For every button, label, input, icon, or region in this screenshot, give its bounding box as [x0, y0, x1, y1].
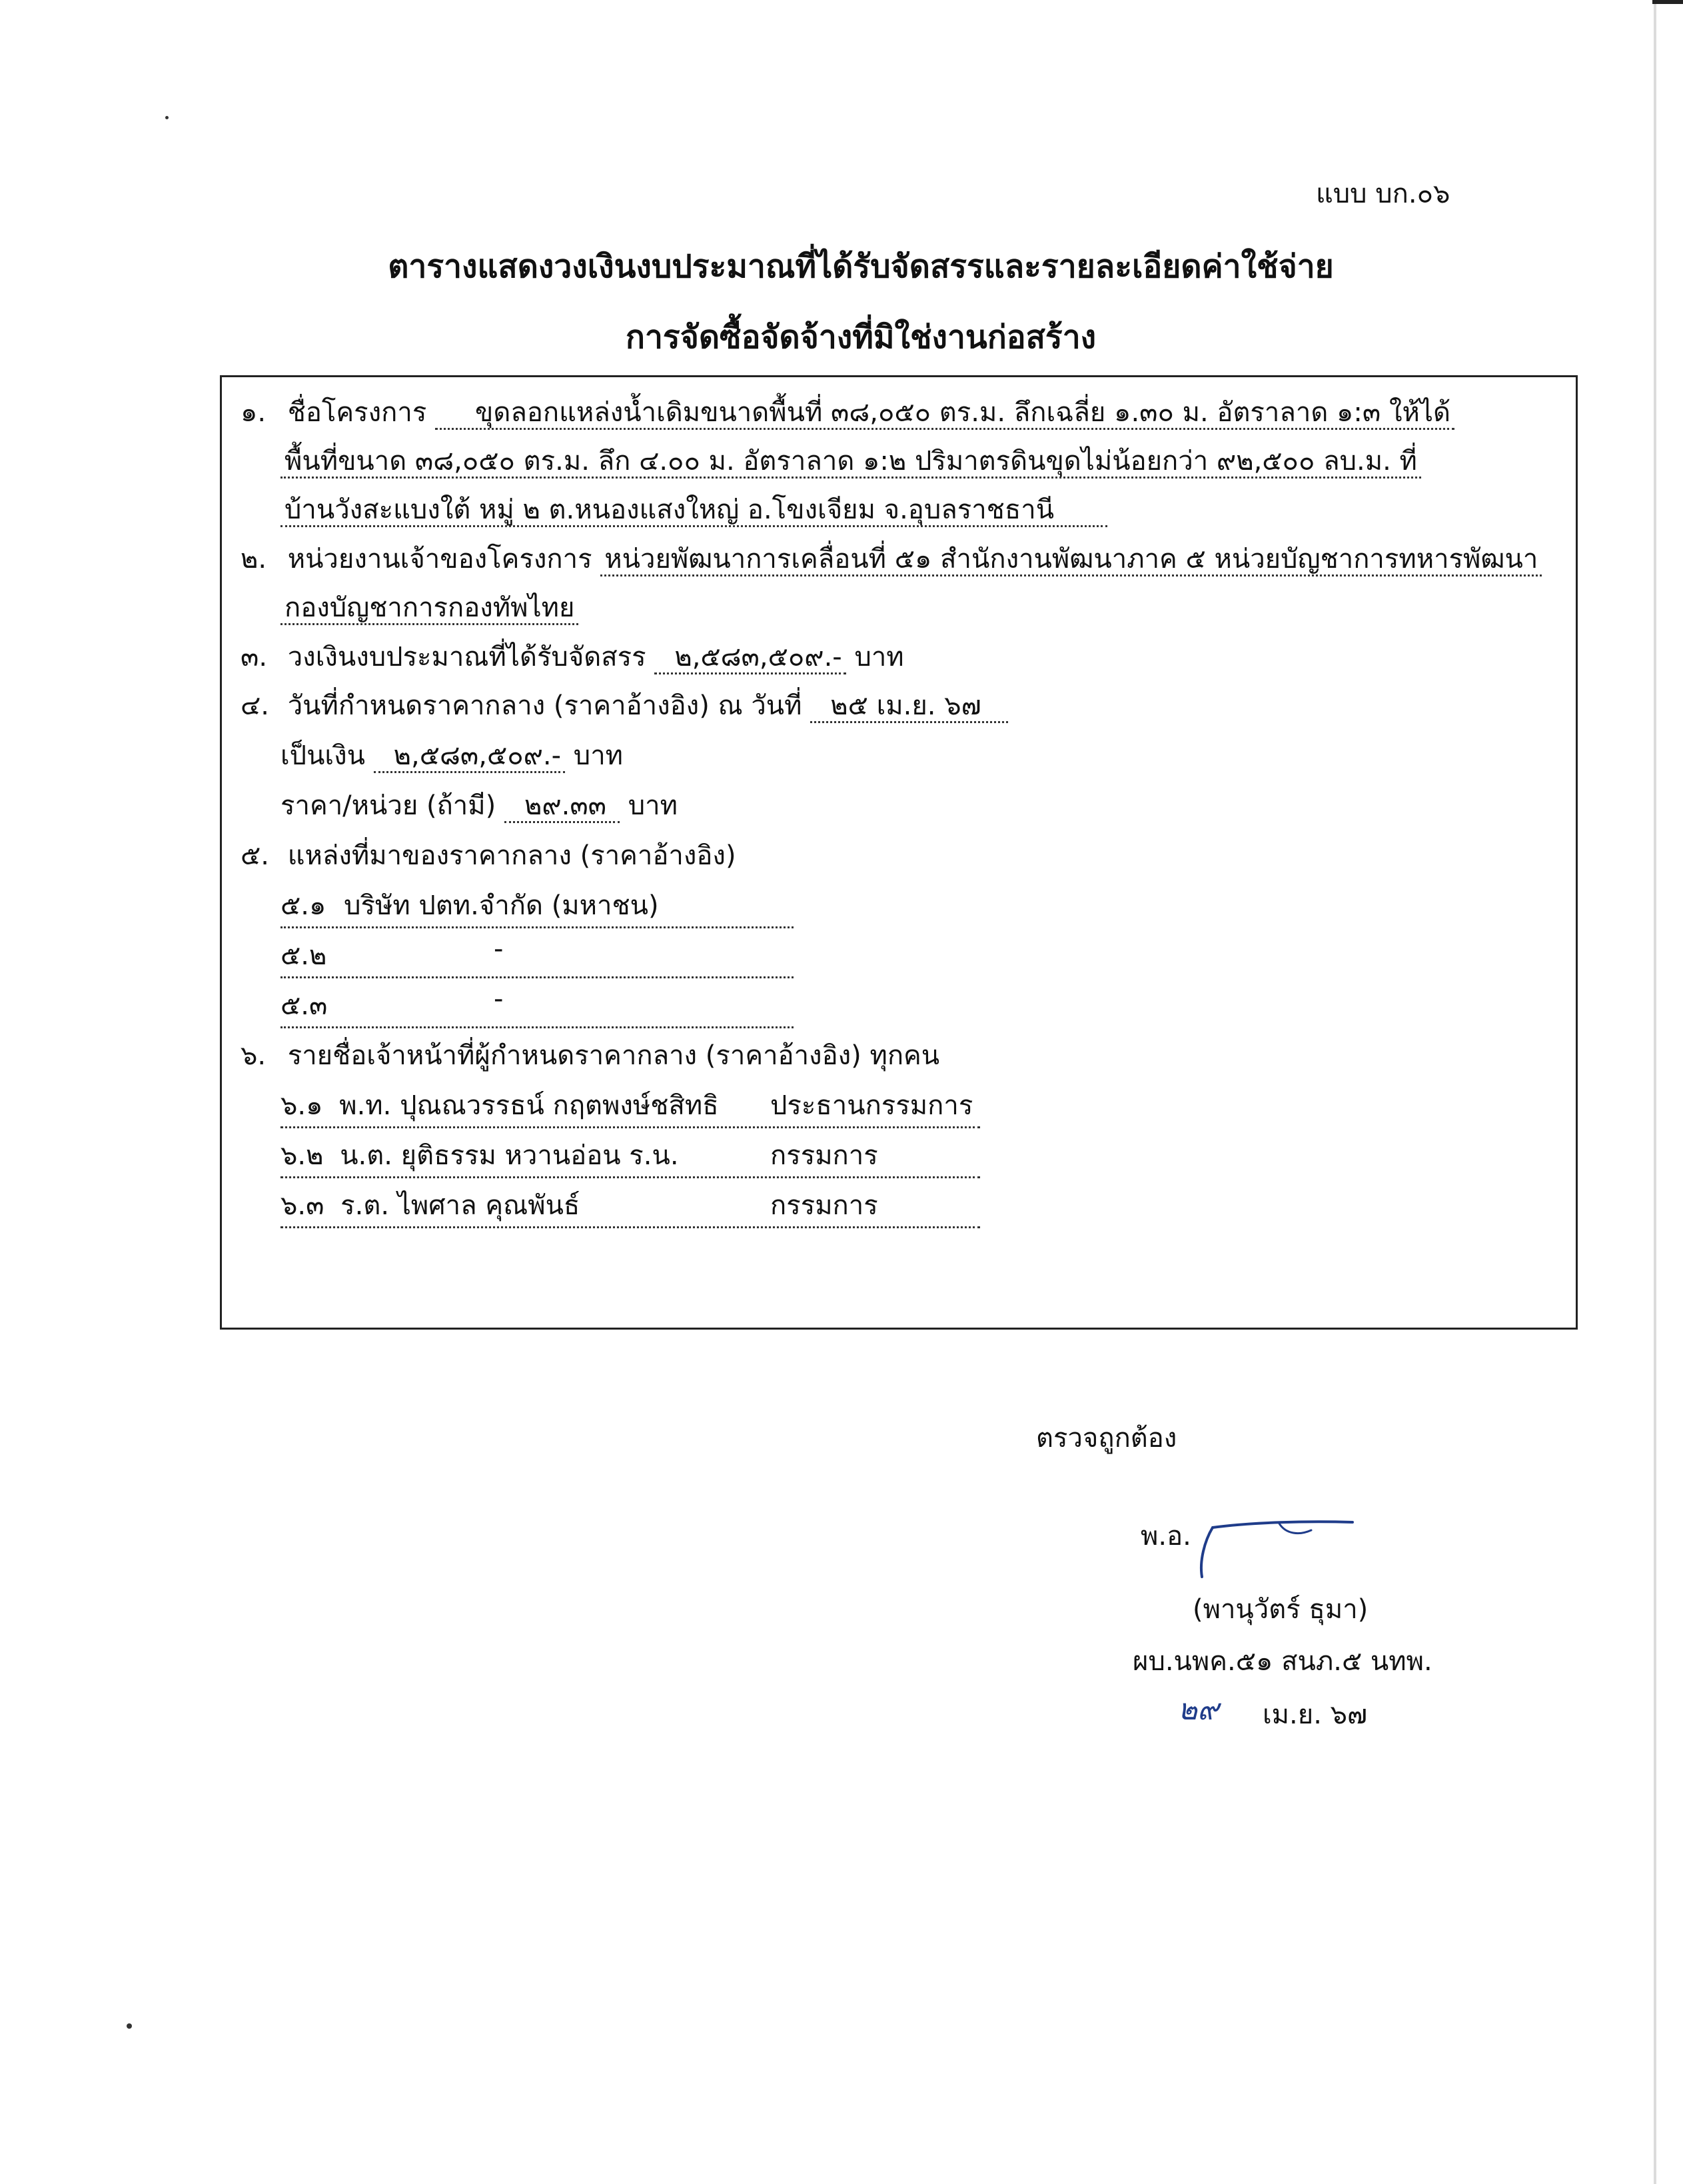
- member-number: ๖.๒: [280, 1140, 324, 1171]
- source-row: [280, 884, 794, 928]
- item3-line: [241, 635, 904, 678]
- item4-number: ๔.: [241, 690, 269, 721]
- member-number: ๖.๑: [280, 1090, 323, 1121]
- item3-unit: บาท: [854, 642, 904, 672]
- item4-unit-price: ๒๙.๓๓: [504, 790, 620, 823]
- member-name: พ.ท. ปุณณวรรธน์ กฤตพงษ์ชสิทธิ: [339, 1090, 719, 1121]
- item1-line1: [241, 391, 1454, 433]
- source-number: ๕.๑: [280, 890, 326, 921]
- item1-value-line2: พื้นที่ขนาด ๓๘,๐๕๐ ตร.ม. ลึก ๔.๐๐ ม. อัตราลาด ๑:๒ ปริมาตรดินขุดไม่น้อยกว่า ๙๒,๕๐๐ ลบ.ม. ที่: [280, 446, 1421, 479]
- item2-line1: [241, 537, 1542, 580]
- document-subtitle: การจัดซื้อจัดจ้างที่มิใช่งานก่อสร้าง: [625, 319, 1097, 356]
- item4-unit-price-label: ราคา/หน่วย (ถ้ามี): [280, 790, 496, 821]
- item1-line3: [280, 488, 1107, 531]
- source-row: [280, 984, 794, 1028]
- item6-label: รายชื่อเจ้าหน้าที่ผู้กำหนดราคากลาง (ราคาอ้างอิง) ทุกคน: [287, 1040, 940, 1071]
- item3-number: ๓.: [241, 642, 268, 672]
- item1-value-line1: ขุดลอกแหล่งน้ำเดิมขนาดพื้นที่ ๓๘,๐๕๐ ตร.ม. ลึกเฉลี่ย ๑.๓๐ ม. อัตราลาด ๑:๓ ให้ได้: [435, 397, 1454, 430]
- item1-line2: [280, 439, 1421, 482]
- scan-speck: [165, 116, 169, 119]
- item4-line3: [280, 784, 678, 826]
- member-row: [280, 1084, 980, 1128]
- item1-value-line3: บ้านวังสะแบงใต้ หมู่ ๒ ต.หนองแสงใหญ่ อ.โขงเจียม จ.อุบลราชธานี: [280, 495, 1107, 527]
- form-code: แบบ บก.๐๖: [1316, 179, 1450, 209]
- item1-label: ชื่อโครงการ: [287, 397, 427, 428]
- member-name: ร.ต. ไพศาล คุณพันธ์: [340, 1190, 580, 1221]
- item2-value-line2: กองบัญชาการกองทัพไทย: [280, 592, 578, 625]
- member-role: กรรมการ: [770, 1190, 878, 1221]
- source-number: ๕.๒: [280, 940, 327, 971]
- item2-line2: [280, 586, 578, 628]
- source-row: [280, 934, 794, 978]
- item3-label: วงเงินงบประมาณที่ได้รับจัดสรร: [287, 642, 646, 672]
- item6-line: [241, 1034, 939, 1076]
- source-number: ๕.๓: [280, 990, 328, 1021]
- member-number: ๖.๓: [280, 1190, 324, 1221]
- signer-name: (พานุวัตร์ ธุมา): [1193, 1594, 1369, 1625]
- item2-value-line1: หน่วยพัฒนาการเคลื่อนที่ ๕๑ สำนักงานพัฒนาภาค ๕ หน่วยบัญชาการทหารพัฒนา: [600, 544, 1542, 576]
- item4-line2: [280, 734, 623, 776]
- signer-rank: พ.อ.: [1141, 1521, 1191, 1552]
- document-title: ตารางแสดงวงเงินงบประมาณที่ได้รับจัดสรรและรายละเอียดค่าใช้จ่าย: [388, 248, 1334, 285]
- member-role: ประธานกรรมการ: [770, 1090, 973, 1121]
- item5-label: แหล่งที่มาของราคากลาง (ราคาอ้างอิง): [287, 840, 736, 871]
- member-name: น.ต. ยุติธรรม หวานอ่อน ร.น.: [340, 1140, 679, 1171]
- item4-amount-unit: บาท: [573, 740, 624, 771]
- item4-line1: [241, 684, 1008, 726]
- item3-value: ๒,๕๘๓,๕๐๙.-: [654, 642, 845, 674]
- source-value: -: [494, 934, 504, 964]
- item4-amount-label: เป็นเงิน: [280, 740, 365, 771]
- source-value: บริษัท ปตท.จำกัด (มหาชน): [344, 890, 659, 921]
- member-role: กรรมการ: [770, 1140, 878, 1171]
- source-value: -: [494, 984, 504, 1014]
- member-row: [280, 1184, 980, 1228]
- checked-label: ตรวจถูกต้อง: [1036, 1423, 1177, 1454]
- scan-speck: [127, 2023, 132, 2029]
- signature: [1193, 1508, 1359, 1581]
- signer-position: ผบ.นพค.๕๑ สนภ.๕ นทพ.: [1133, 1646, 1432, 1677]
- item2-number: ๒.: [241, 544, 267, 574]
- item6-number: ๖.: [241, 1040, 267, 1071]
- handwritten-date: ๒๙: [1178, 1693, 1219, 1727]
- item4-date: ๒๕ เม.ย. ๖๗: [810, 690, 1007, 723]
- details-box: [220, 375, 1578, 1330]
- item4-unit-price-unit: บาท: [628, 790, 678, 821]
- member-row: [280, 1134, 980, 1178]
- date-month-year: เม.ย. ๖๗: [1263, 1699, 1368, 1730]
- item5-number: ๕.: [241, 840, 269, 871]
- item1-number: ๑.: [241, 397, 267, 428]
- item4-label: วันที่กำหนดราคากลาง (ราคาอ้างอิง) ณ วันที่: [287, 690, 802, 721]
- item4-amount: ๒,๕๘๓,๕๐๙.-: [374, 740, 565, 773]
- page-edge-mark: [1652, 0, 1683, 4]
- item5-line: [241, 834, 736, 876]
- item2-label: หน่วยงานเจ้าของโครงการ: [287, 544, 592, 574]
